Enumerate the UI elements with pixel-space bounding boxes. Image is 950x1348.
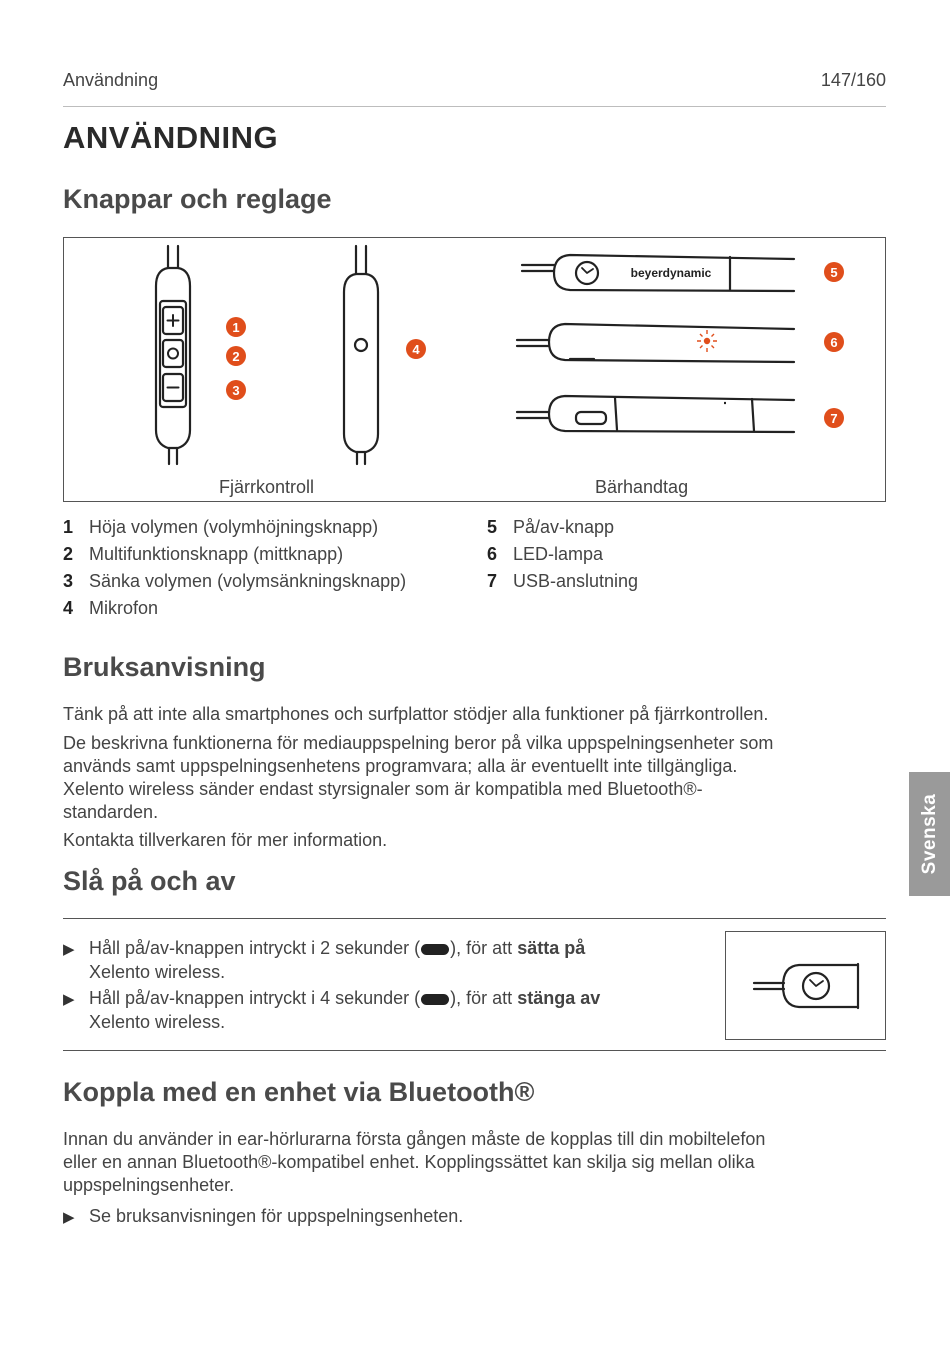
callout-1 bbox=[226, 317, 246, 337]
power-top-rule bbox=[63, 918, 886, 919]
controls-illustration bbox=[64, 238, 885, 501]
header-divider bbox=[63, 106, 886, 107]
brand-label: beyerdynamic bbox=[630, 266, 712, 280]
page-title: ANVÄNDNING bbox=[63, 120, 279, 155]
svg-text:4: 4 bbox=[412, 342, 420, 357]
remote-back-body bbox=[344, 274, 378, 452]
usage-paragraph-2: De beskrivna funktionerna för mediauppspelning beror på vilka uppspelningsenheter som används samt uppspelningsenhetens programvara; alla är eventuellt inte tillgängliga. Xelento wireless sänder endast styrsignaler som är kompatibla med Bluetooth®- standarden. bbox=[63, 733, 774, 822]
svg-text:3: 3 bbox=[232, 383, 240, 398]
power-bottom-rule bbox=[63, 1050, 886, 1051]
callout-2 bbox=[226, 346, 246, 366]
legend-item: 5 På/av-knapp bbox=[487, 517, 615, 537]
multifunction-button bbox=[163, 340, 183, 367]
usage-heading: Bruksanvisning bbox=[63, 652, 266, 682]
neckband-middle-body bbox=[549, 324, 794, 362]
legend-item: 7 USB-anslutning bbox=[487, 571, 639, 591]
running-header-section: Användning bbox=[63, 70, 159, 90]
microphone-hole bbox=[355, 339, 367, 351]
svg-text:7: 7 bbox=[830, 411, 838, 426]
neckband-bottom-cable bbox=[517, 412, 549, 418]
power-off-instruction: ▶ Håll på/av-knappen intryckt i 4 sekunder ( ), för att stänga av Xelento wireless. bbox=[63, 988, 601, 1032]
legend-item: 2 Multifunktionsknapp (mittknapp) bbox=[63, 544, 344, 564]
usb-port bbox=[576, 412, 606, 424]
usage-paragraph-3: Kontakta tillverkaren för mer information. bbox=[63, 830, 388, 850]
power-button-press-icon bbox=[421, 994, 449, 1005]
neckband-middle-cable bbox=[517, 340, 549, 346]
callout-3 bbox=[226, 380, 246, 400]
remote-front-cable-top bbox=[168, 246, 178, 268]
remote-back-cable-top bbox=[356, 246, 366, 274]
remote-front-cable-bottom bbox=[169, 448, 177, 464]
svg-text:1: 1 bbox=[232, 320, 240, 335]
power-on-instruction: ▶ Håll på/av-knappen intryckt i 2 sekunder ( ), för att sätta på Xelento wireless. bbox=[63, 938, 586, 982]
led-light-icon bbox=[697, 330, 717, 352]
legend-item: 1 Höja volymen (volymhöjningsknapp) bbox=[63, 517, 379, 537]
legend-left bbox=[63, 517, 406, 625]
page-number: 147/160 bbox=[820, 70, 886, 90]
language-tab-label: Svenska bbox=[918, 793, 940, 875]
svg-text:2: 2 bbox=[232, 349, 240, 364]
pairing-paragraph: Innan du använder in ear-hörlurarna första gången måste de kopplas till din mobiltelefon eller en annan Bluetooth®-kompatibel enhet. Kopplingssättet kan skilja sig mellan olika uppspelningsenheter. bbox=[63, 1129, 766, 1195]
legend-item: 3 Sänka volymen (volymsänkningsknapp) bbox=[63, 571, 407, 591]
neckband-bottom-body bbox=[549, 396, 794, 432]
power-button-figure bbox=[725, 931, 886, 1040]
legend-right bbox=[487, 517, 638, 598]
svg-text:6: 6 bbox=[830, 335, 838, 350]
controls-heading: Knappar och reglage bbox=[63, 184, 332, 214]
callout-6 bbox=[824, 332, 844, 352]
caption-remote: Fjärrkontroll bbox=[219, 477, 315, 497]
neckband-top-cable bbox=[522, 265, 554, 271]
svg-text:5: 5 bbox=[830, 265, 838, 280]
remote-back-cable-bottom bbox=[357, 452, 365, 464]
legend-item: 6 LED-lampa bbox=[487, 544, 604, 564]
pairing-instruction: ▶ Se bruksanvisningen för uppspelningsenheten. bbox=[63, 1206, 464, 1226]
legend-item: 4 Mikrofon bbox=[63, 598, 159, 618]
language-tab[interactable] bbox=[909, 772, 950, 896]
caption-neckband: Bärhandtag bbox=[595, 477, 689, 497]
power-button-illustration bbox=[726, 932, 885, 1039]
power-heading: Slå på och av bbox=[63, 866, 236, 896]
usage-paragraph-1: Tänk på att inte alla smartphones och surfplattor stödjer alla funktioner på fjärrkontrollen. bbox=[63, 704, 769, 724]
callout-7 bbox=[824, 408, 844, 428]
callout-5 bbox=[824, 262, 844, 282]
callout-4 bbox=[406, 339, 426, 359]
controls-figure bbox=[63, 237, 886, 502]
power-button-press-icon bbox=[421, 944, 449, 955]
pairing-heading: Koppla med en enhet via Bluetooth® bbox=[63, 1077, 535, 1107]
